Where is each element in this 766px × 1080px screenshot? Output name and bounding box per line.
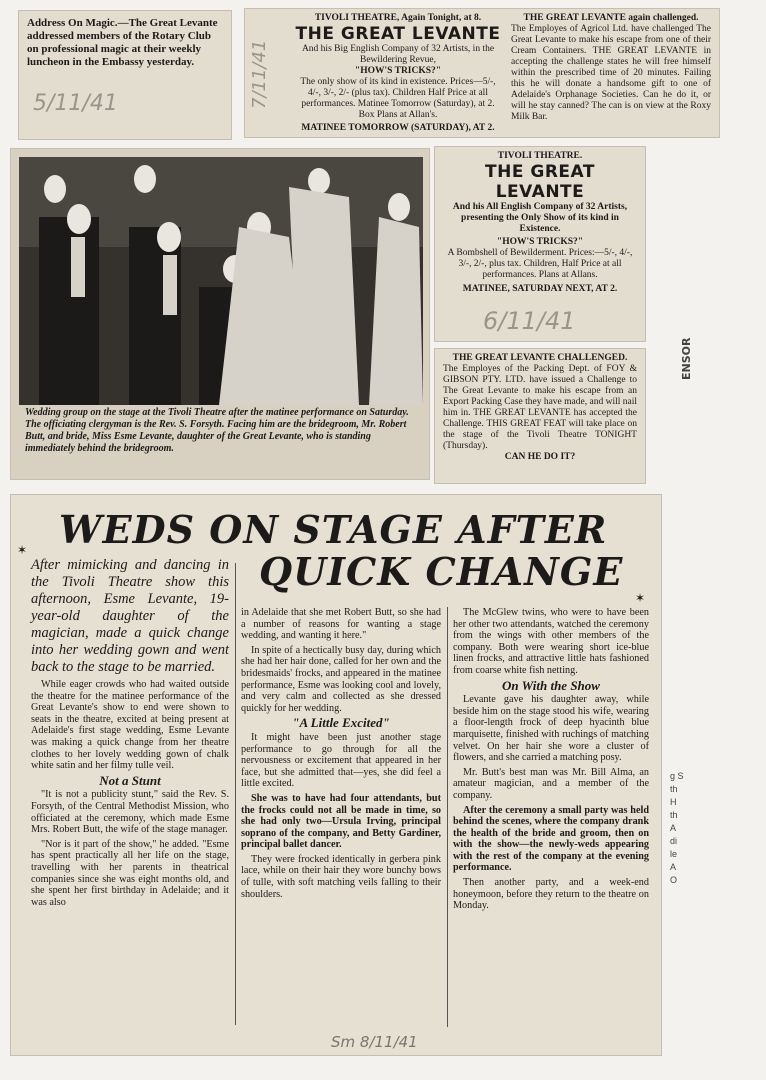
col2-paragraph: In spite of a hectically busy day, during which she had her hair done, called for her own and the bridesmaids' frocks, and appeared in the matinee performance, Esme was looking cool and lovely, and very calm and collected as she dressed quickly for her wedding.	[241, 644, 441, 714]
challenge2-title: THE GREAT LEVANTE CHALLENGED.	[452, 353, 628, 363]
tivoli-ad-show: "HOW'S TRICKS?"	[354, 66, 442, 76]
col2-paragraph: It might have been just another stage performance to go through for all the nervousness or excitement that appeared in her face, but she admitted that—yes, she did feel a little excited.	[241, 731, 441, 790]
star-ornament-right: ✶	[635, 591, 646, 605]
clip-tivoli-ad-2	[434, 146, 646, 342]
tivoli2-kicker: TIVOLI THEATRE.	[497, 151, 583, 161]
clip-challenge-foy-gibson	[434, 348, 646, 484]
handwritten-date-2: 7/11/41	[249, 39, 270, 109]
article-column-1	[31, 557, 229, 911]
col1-paragraph: While eager crowds who had waited outside the theatre for the matinee performance of the Great Levante's show to end were shown to seats in the theatre, excited at being present at Adelaide's first stage wedding, Esme Levante was making a quick change from her theatre clothes to her lovely wedding gown of chalk white satin and her filmy tulle veil.	[31, 679, 229, 772]
column-rule	[235, 563, 236, 1025]
tivoli2-line1: And his All English Company of 32 Artists, presenting the Only Show of its kind in Existence.	[452, 202, 628, 234]
article-column-3	[453, 607, 649, 915]
side-label: ENSOR	[680, 337, 693, 380]
headline-line-2: QUICK CHANGE	[259, 549, 624, 594]
col1-paragraph: "Nor is it part of the show," he added. "Esme has spent practically all her life on the stage, travelling with her parents in theatrical companies since she was eight months old, and she spent her first birthday in Adelaide; and it was also	[31, 838, 229, 908]
clip-wedding-photo	[10, 148, 430, 480]
col3-paragraph-bold: After the ceremony a small party was held behind the scenes, where the company drank the health of the bride and groom, then on with the show—the newly-weds appearing with the rest of the company at the evening performance.	[453, 804, 649, 874]
tivoli-ad-matinee: MATINEE TOMORROW (SATURDAY), AT 2.	[301, 123, 495, 133]
col3-paragraph: Levante gave his daughter away, while beside him on the stage stood his wife, wearing a floor-length frock of deep hyacinth blue marquisette, finished with ruchings of matching velvet. On her hair she wore a cluster of flowers, and she carried a matching posy.	[453, 694, 649, 764]
col2-paragraph: They were frocked identically in gerbera pink lace, while on their hair they wore bunchy bows of tulle, with soft matching veils falling to their shoulders.	[241, 853, 441, 900]
column-rule	[447, 607, 448, 1027]
challenge-agricol	[511, 13, 711, 123]
subhead-a-little-excited: "A Little Excited"	[292, 715, 390, 731]
col3-paragraph: Mr. Butt's best man was Mr. Bill Alma, an amateur magician, and a member of the company.	[453, 766, 649, 801]
handwritten-signature: Sm 8/11/41	[331, 1033, 418, 1051]
tivoli-ad-line1: And his Big English Company of 32 Artists, in the Bewildering Revue,	[301, 44, 495, 65]
challenge1-text: The Employes of Agricol Ltd. have challenged The Great Levante to make his escape from one of their Cream Containers. THE GREAT LEVANTE in accepting the challenge states he will free himself within the prescribed time of 20 minutes. Failing this he will donate a handsome gift to one of Adelaide's Orphanage Societies. Can he do it, or will he stay canned? The can is on view at the Roxy Milk Bar.	[511, 24, 711, 122]
handwritten-date-1: 5/11/41	[33, 91, 118, 116]
challenge2-cta: CAN HE DO IT?	[504, 452, 576, 462]
tivoli-ad-kicker: TIVOLI THEATRE, Again Tonight, at 8.	[314, 13, 482, 23]
tivoli2-line2: A Bombshell of Bewilderment. Prices:—5/-, 4/-, 3/-, 2/-, plus tax. Children, Half Price at all performances. Plans at Allans.	[447, 248, 633, 280]
handwritten-date-3: 6/11/41	[483, 307, 576, 335]
photo-caption: Wedding group on the stage at the Tivoli Theatre after the matinee performance on Saturday. The officiating clergyman is the Rev. S. Forsyth. Facing him are the bridegroom, Mr. Robert Butt, and bride, Miss Esme Levante, daughter of the Great Levante, who is standing immediately behind the bridegroom.	[25, 407, 409, 454]
col3-paragraph: The McGlew twins, who were to have been her other two attendants, watched the ceremony from the wings with other members of the company. Both were wearing short ice-blue linen frocks, and attractive little hats fashioned from coarse white fish netting.	[453, 607, 649, 676]
col2-paragraph-bold: She was to have had four attendants, but the frocks could not all be made in time, so she had only two—Ursula Irving, principal soprano of the company, and Betty Gardiner, principal ballet dancer.	[241, 792, 441, 851]
headline-line-1: WEDS ON STAGE AFTER	[59, 507, 608, 552]
edge-letters: g S th H th A di le A O	[670, 771, 684, 885]
tivoli2-title: THE GREAT LEVANTE	[485, 162, 595, 202]
magic-text: —The Great Levante addressed members of the Rotary Club on professional magic at their weekly luncheon in the Embassy yesterday.	[27, 17, 218, 68]
challenge2-text: The Employes of the Packing Dept. of FOY & GIBSON PTY. LTD. have issued a Challenge to The Great Levante to make his escape from an Export Packing Case they have made, and will nail him in. THE GREAT LEVANTE has accepted the Challenge. THIS GREAT FEAT will take place on the stage of the Tivoli Theatre TONIGHT (Thursday).	[443, 364, 637, 451]
wedding-photo	[19, 157, 423, 405]
tivoli2-matinee: MATINEE, SATURDAY NEXT, AT 2.	[462, 284, 618, 294]
tivoli2-show: "HOW'S TRICKS?"	[496, 237, 584, 247]
tivoli-ad	[293, 13, 503, 134]
challenge1-title: THE GREAT LEVANTE again challenged.	[523, 13, 699, 23]
clip-tivoli-ad-and-challenge	[244, 8, 720, 138]
article-column-2	[241, 607, 441, 903]
tivoli-ad-line2: The only show of its kind in existence. Prices—5/-, 4/-, 3/-, 2/- (plus tax). Children Half Price at all performances. Matinee Tomorrow (Saturday), at 2. Box Plans at Allan's.	[300, 77, 496, 120]
clip-address-on-magic	[18, 10, 232, 140]
tivoli-ad-title: THE GREAT LEVANTE	[295, 24, 501, 44]
subhead-not-a-stunt: Not a Stunt	[99, 772, 161, 788]
star-ornament-left: ✶	[17, 543, 28, 557]
col3-paragraph: Then another party, and a week-end honeymoon, before they return to the theatre on Monday.	[453, 877, 649, 912]
magic-title: Address On Magic.	[27, 17, 118, 29]
col2-paragraph: in Adelaide that she met Robert Butt, so she had a number of reasons for wanting a stage wedding, and wanting it here."	[241, 607, 441, 642]
subhead-on-with-the-show: On With the Show	[502, 677, 600, 693]
article-clipping	[10, 494, 662, 1056]
article-lead: After mimicking and dancing in the Tivoli Theatre show this afternoon, Esme Levante, 19-year-old daughter of the magician, made a quick change into her wedding gown and went back to the stage to be married.	[31, 557, 229, 675]
col1-paragraph: "It is not a publicity stunt," said the Rev. S. Forsyth, of the Central Methodist Mission, who officiated at the ceremony, which made Esme Mrs. Robert Butt, the wife of the stage manager.	[31, 789, 229, 836]
